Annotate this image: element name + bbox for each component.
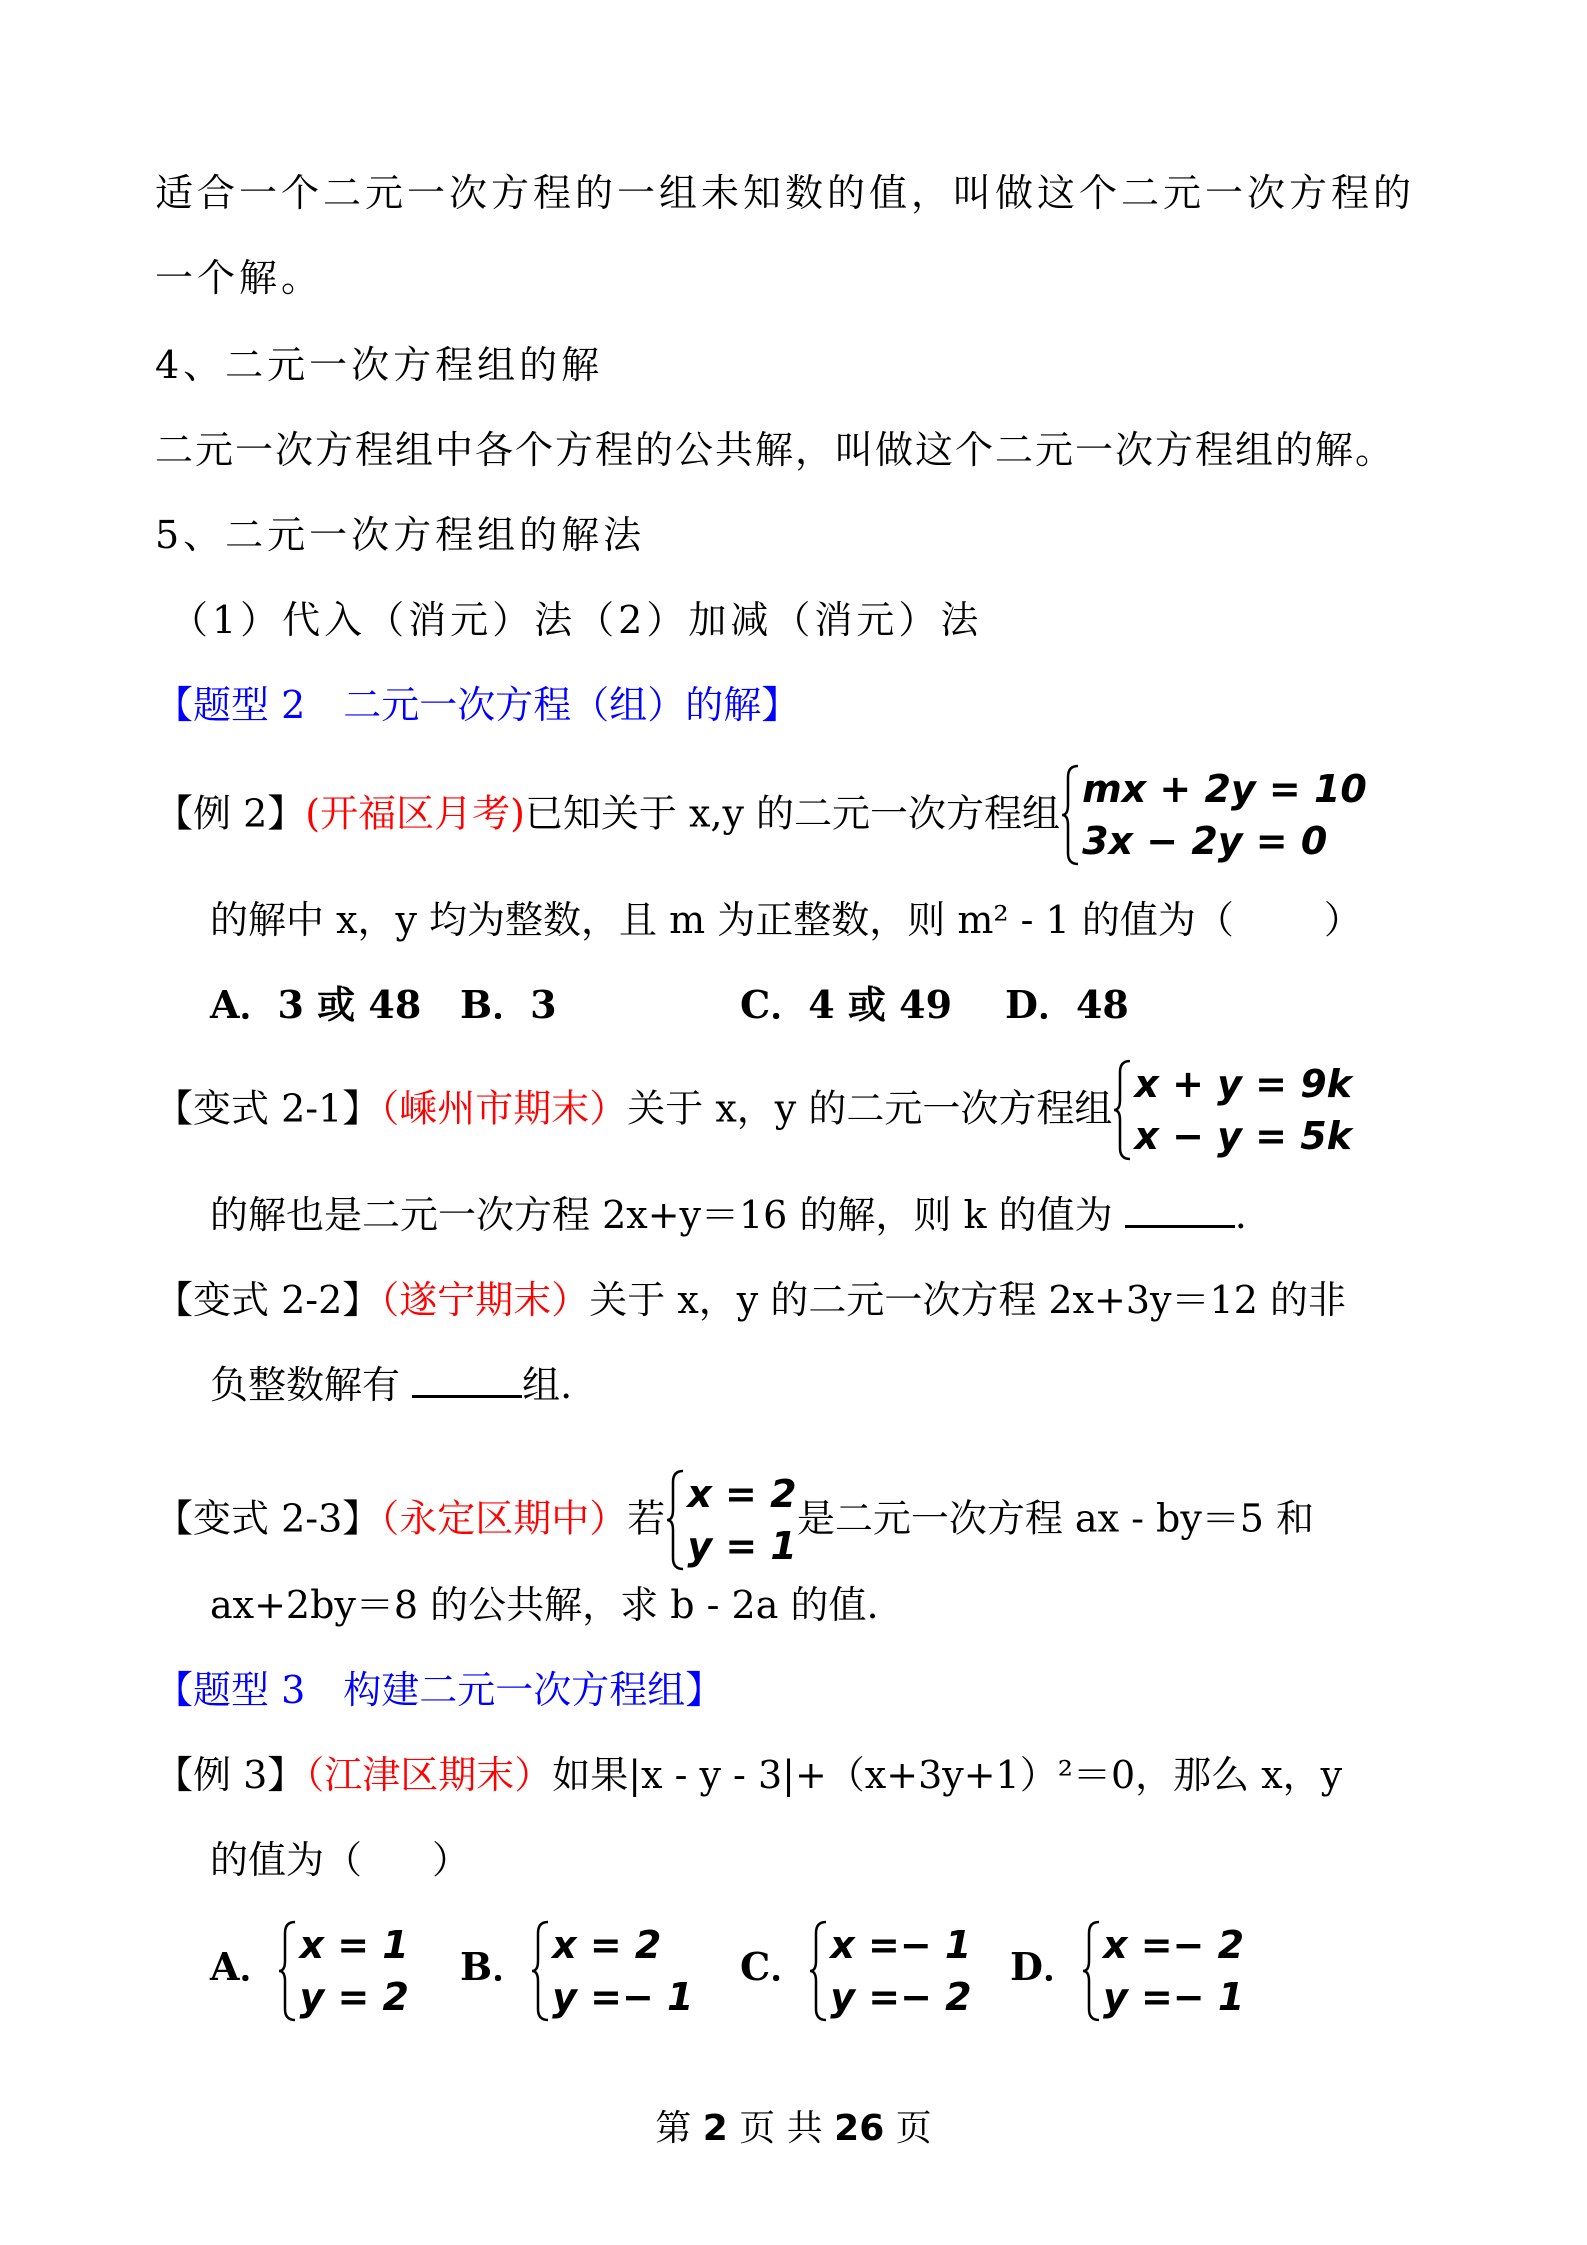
v21-text2a: 的解也是二元一次方程 2x+y＝16 的解，则 k 的值为 [210,1193,1113,1237]
v23-line1 [155,1470,1314,1574]
ex2-text2a: 的解中 x，y 均为整数，且 m 为正整数，则 m² - 1 的值为（ [210,898,1234,942]
ex2-text2b: ） [1323,898,1362,942]
ex2-line2 [210,895,1362,945]
ex3-options [210,1915,1244,2023]
v22-line1 [155,1275,1346,1325]
ex2-option-b: B．3 [460,982,557,1027]
ex3-option-a: A． x = 1 y = 2 [210,1915,460,2023]
ex2-option-c: C．4 或 49 [740,982,953,1027]
type3-title: 【题型 3 构建二元一次方程组】 [155,1668,724,1712]
v21-text1: 关于 x，y 的二元一次方程组 [627,1086,1113,1131]
brace-icon [1112,1058,1132,1162]
brace-icon [530,1919,550,2023]
ex2-option-a: A．3 或 48 [210,982,422,1027]
ex3-line2 [210,1835,470,1885]
v23-text1a: 若 [627,1496,666,1541]
v22-text2b: 组. [522,1363,573,1407]
ex3-text2a: 的值为（ [210,1838,363,1882]
type2-title: 【题型 2 二元一次方程（组）的解】 [155,683,800,727]
ex3-option-d: D． x =− 2 y =− 1 [1010,1915,1244,2023]
brace-icon [808,1919,828,2023]
item5-heading: 5、二元一次方程组的解法 [155,513,646,557]
v23-equation-system [665,1468,797,1572]
v21-equation-system [1112,1058,1352,1162]
ex3-text1: 如果|x - y - 3|+（x+3y+1）²＝0，那么 x，y [552,1753,1343,1797]
para1-line1: 适合一个二元一次方程的一组未知数的值，叫做这个二元一次方程的 [155,171,1416,215]
v23-line2: ax+2by＝8 的公共解，求 b - 2a 的值. [210,1583,879,1627]
v21-source: （嵊州市期末） [380,1086,628,1131]
v23-text1b: 是二元一次方程 ax - by＝5 和 [796,1496,1315,1541]
v21-text2b: . [1234,1193,1247,1237]
ex3-text2b: ） [432,1838,471,1882]
ex2-text1: 已知关于 x,y 的二元一次方程组 [524,791,1061,836]
item4-heading: 4、二元一次方程组的解 [155,343,604,387]
ex2-eq2: 3x − 2y = 0 [1082,819,1328,863]
brace-icon [665,1468,685,1572]
para1-line2: 一个解。 [155,256,324,300]
v22-text1: 关于 x，y 的二元一次方程 2x+3y＝12 的非 [589,1278,1346,1322]
answer-blank[interactable] [412,1361,522,1398]
ex3-option-c: C． x =− 1 y =− 2 [740,1915,1010,2023]
v23-label: 【变式 2-3】 [155,1496,381,1541]
answer-blank[interactable] [1125,1191,1235,1228]
v21-label: 【变式 2-1】 [155,1086,381,1131]
ex3-source: （江津区期末） [305,1753,553,1797]
brace-icon [1081,1919,1101,2023]
brace-icon [1060,763,1080,867]
v21-eq2: x − y = 5k [1134,1114,1352,1158]
page-number: 2 [702,2108,728,2149]
ex2-equation-system [1060,763,1367,867]
item5-methods: （1）代入（消元）法（2）加减（消元）法 [170,598,983,642]
v22-text2a: 负整数解有 [210,1363,401,1407]
ex3-line1 [155,1750,1342,1800]
v21-line2 [210,1190,1247,1240]
ex3-label: 【例 3】 [155,1753,306,1797]
ex3-option-b: B． x = 2 y =− 1 [460,1915,740,2023]
v22-label: 【变式 2-2】 [155,1278,381,1322]
v23-eq2: y = 1 [687,1524,797,1568]
total-pages: 26 [834,2108,885,2149]
ex2-eq1: mx + 2y = 10 [1082,767,1367,811]
v23-source: （永定区期中） [380,1496,628,1541]
ex2-option-d: D．48 [1005,982,1129,1027]
v21-eq1: x + y = 9k [1134,1062,1352,1106]
ex2-line1 [155,765,1367,869]
item4-text: 二元一次方程组中各个方程的公共解，叫做这个二元一次方程组的解。 [155,428,1396,472]
v22-source: （遂宁期末） [380,1278,590,1322]
ex2-label: 【例 2】 [155,791,306,836]
v22-line2 [210,1360,572,1410]
ex2-source: (开福区月考) [305,791,525,836]
v23-eq1: x = 2 [687,1472,797,1516]
ex2-options [210,980,1129,1030]
brace-icon [277,1919,297,2023]
page-footer: 第 2 页 共 26 页 [655,2108,932,2149]
v21-line1 [155,1060,1352,1164]
